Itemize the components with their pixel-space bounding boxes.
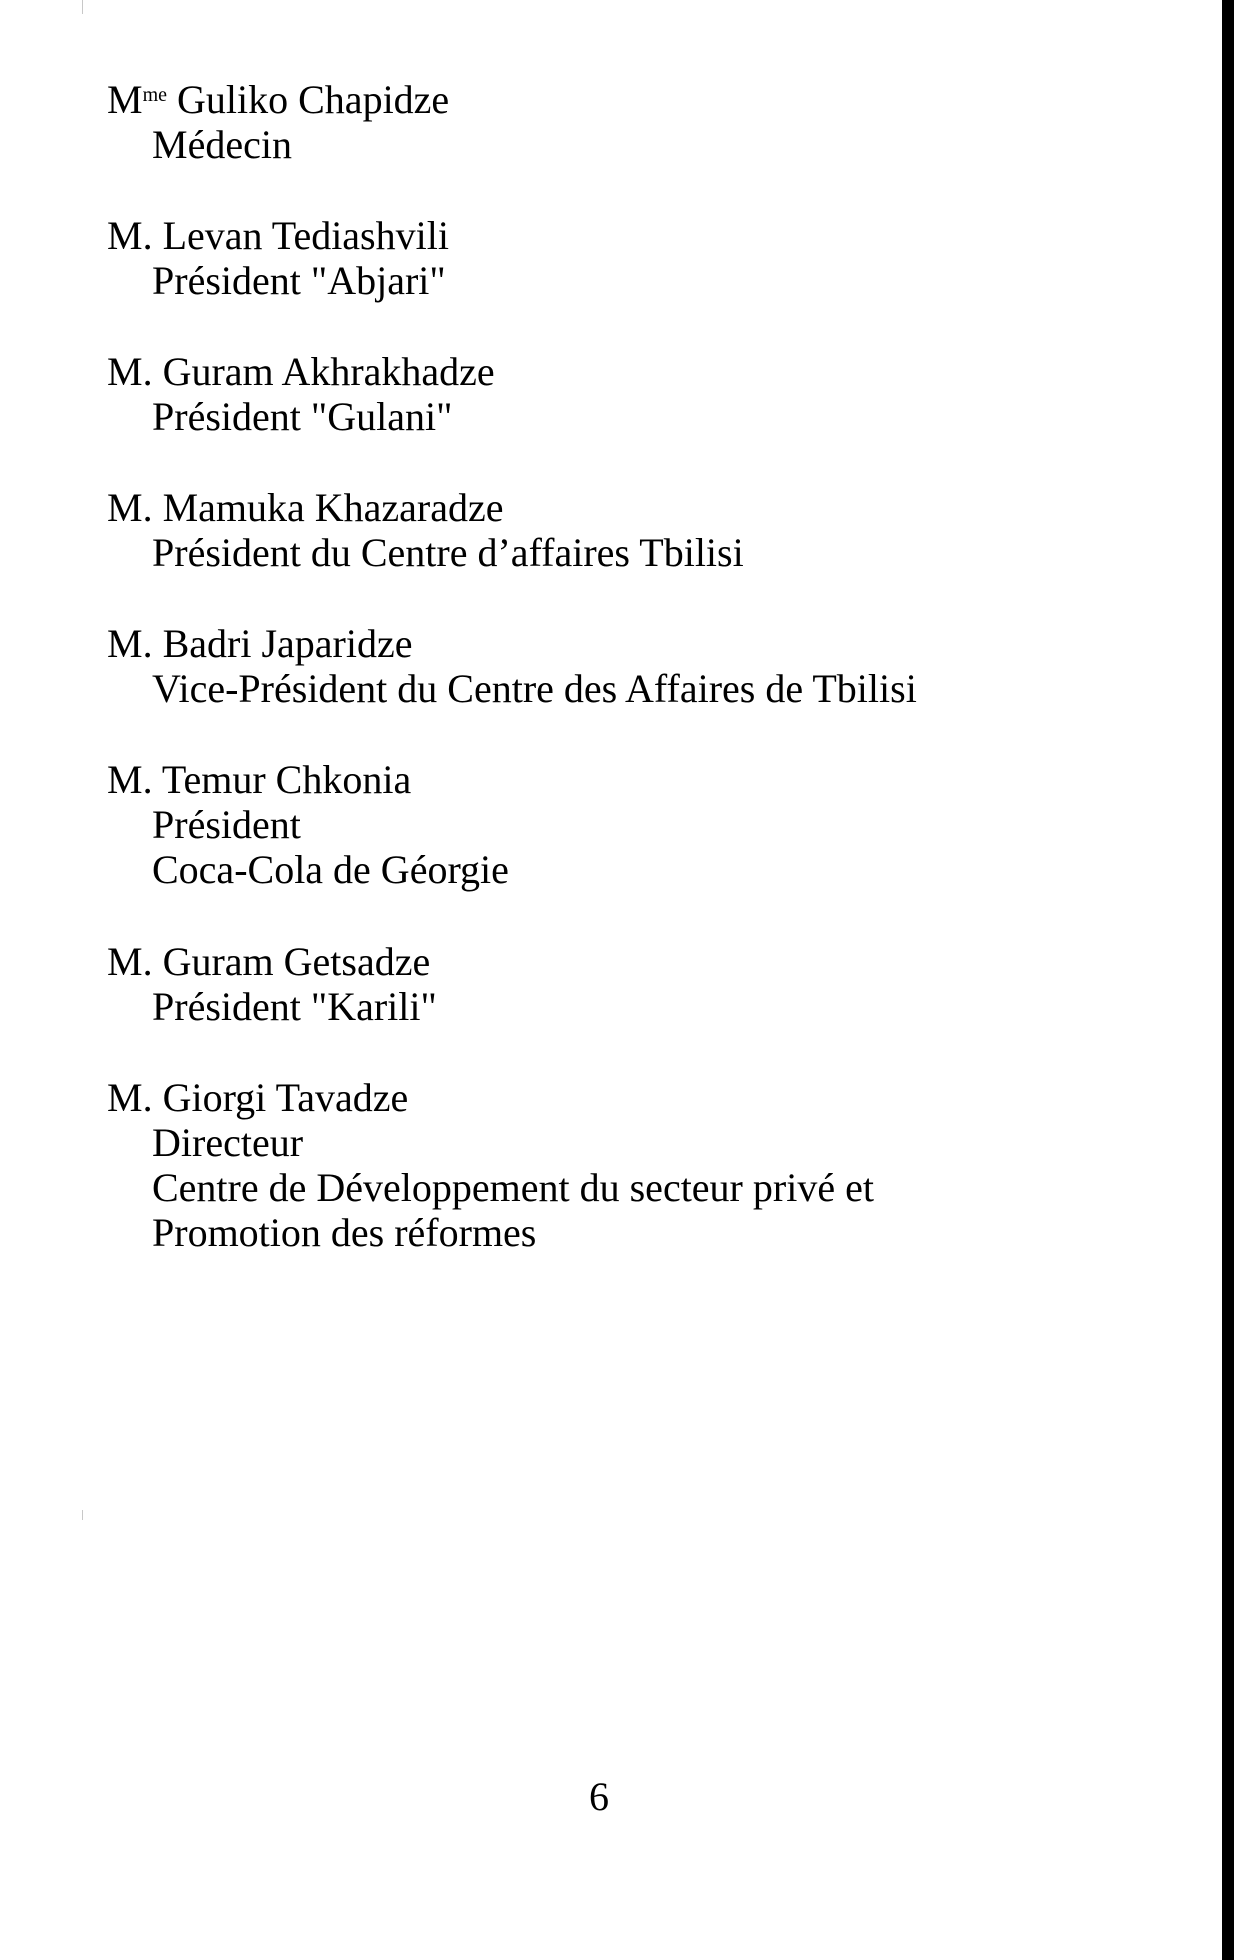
participant-role: Président du Centre d’affaires Tbilisi — [152, 530, 744, 575]
participant-name: M. Mamuka Khazaradze — [107, 485, 504, 530]
participant-role: Président "Karili" — [152, 984, 437, 1029]
participant-name: M. Temur Chkonia — [107, 757, 412, 802]
participant-entry — [107, 939, 437, 1029]
participant-entry — [107, 77, 449, 167]
participant-organization: Coca-Cola de Géorgie — [152, 847, 509, 892]
page-number: 6 — [589, 1774, 609, 1819]
participant-entry — [107, 485, 744, 575]
participant-role: Vice-Président du Centre des Affaires de Tbilisi — [152, 666, 917, 711]
participant-name: M. Giorgi Tavadze — [107, 1075, 409, 1120]
participant-entry — [107, 1075, 874, 1255]
participant-organization: Promotion des réformes — [152, 1210, 537, 1255]
scan-mark — [82, 1510, 83, 1520]
participant-name: M. Badri Japaridze — [107, 621, 413, 666]
participant-entry — [107, 621, 917, 711]
participant-name: $M^{me}$ Guliko Chapidze — [107, 77, 450, 122]
scan-mark — [82, 0, 83, 14]
scan-border — [1222, 0, 1234, 1960]
participant-name: M. Levan Tediashvili — [107, 213, 449, 258]
participant-entry — [107, 349, 495, 439]
participant-name: M. Guram Getsadze — [107, 939, 431, 984]
participant-entry — [107, 757, 509, 892]
participant-role: Directeur — [152, 1120, 304, 1165]
participant-entry — [107, 213, 449, 303]
participant-role: Président "Abjari" — [152, 258, 446, 303]
participant-organization: Centre de Développement du secteur privé et — [152, 1165, 874, 1210]
participant-name: M. Guram Akhrakhadze — [107, 349, 495, 394]
participant-role: Président "Gulani" — [152, 394, 453, 439]
participant-role: Président — [152, 802, 301, 847]
participant-role: Médecin — [152, 122, 292, 167]
